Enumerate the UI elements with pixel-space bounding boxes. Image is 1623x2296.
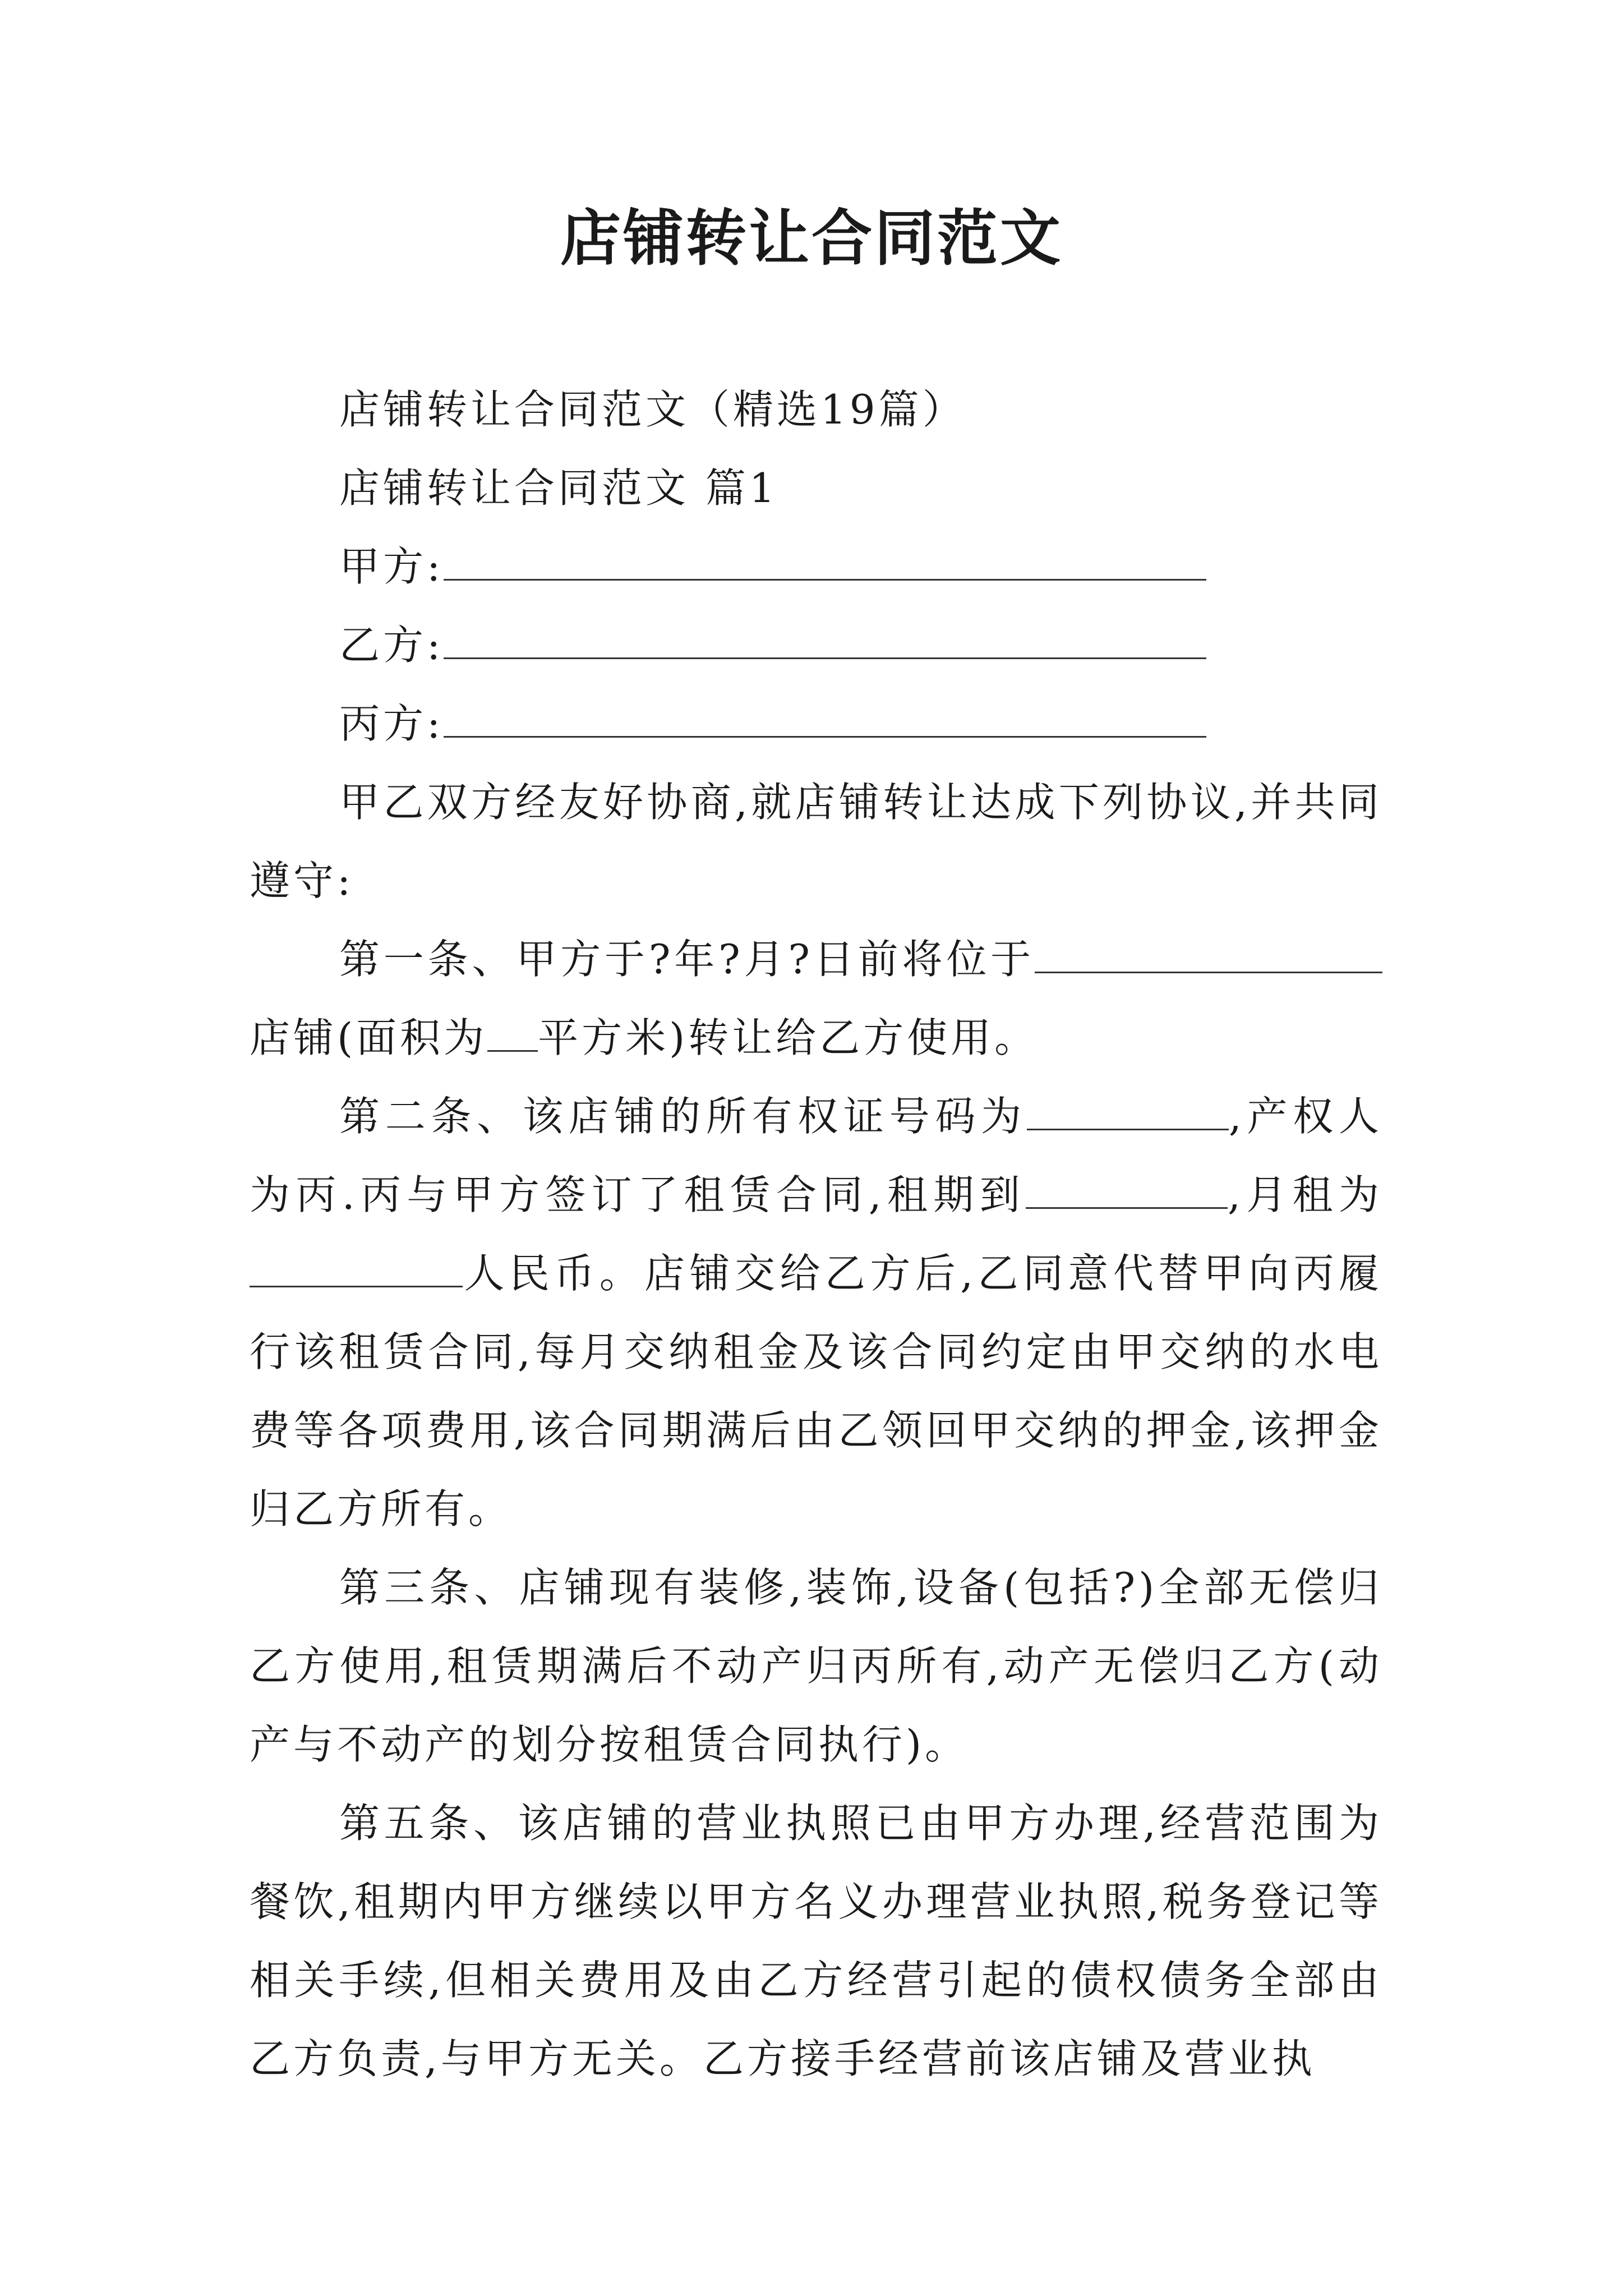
article-1-paragraph (250, 920, 1382, 1077)
party-yi-label: 乙方: (339, 622, 444, 669)
article-2-paragraph (250, 1077, 1382, 1548)
document-subtitle: 店铺转让合同范文（精选19篇） (339, 386, 966, 433)
party-bing-line (250, 684, 1382, 763)
address-blank (1035, 932, 1382, 973)
party-bing-blank (444, 687, 1206, 738)
lease-end-blank (1026, 1168, 1228, 1209)
certificate-number-blank (1027, 1089, 1229, 1130)
party-yi-blank (444, 608, 1206, 659)
monthly-rent-blank (250, 1246, 463, 1287)
article-1-text-b: 店铺(面积为 (250, 1014, 488, 1061)
section-heading: 店铺转让合同范文 篇1 (339, 464, 778, 512)
article-1-text-a: 第一条、甲方于?年?月?日前将位于 (339, 936, 1035, 983)
article-5-paragraph: 第五条、该店铺的营业执照已由甲方办理,经营范围为餐饮,租期内甲方继续以甲方名义办理营业执照,税务登记等相关手续,但相关费用及由乙方经营引起的债权债务全部由乙方负责,与甲方无关。乙方接手经营前该店铺及营业执 (250, 1800, 1382, 2082)
article-2-text-a: 第二条、该店铺的所有权证号码为 (339, 1093, 1027, 1140)
article-1-text-c: 平方米)转让给乙方使用。 (538, 1014, 1039, 1061)
party-jia-label: 甲方: (339, 543, 444, 590)
article-2-text-b: ,产权人为丙.丙与甲方签订了租赁合同,租期到 (250, 1093, 1382, 1218)
party-yi-line (250, 606, 1382, 684)
document-body (250, 370, 1382, 2098)
intro-paragraph: 甲乙双方经友好协商,就店铺转让达成下列协议,并共同遵守: (250, 779, 1382, 904)
party-jia-line (250, 527, 1382, 606)
area-blank (487, 1011, 538, 1052)
article-3-paragraph: 第三条、店铺现有装修,装饰,设备(包括?)全部无偿归乙方使用,租赁期满后不动产归丙所有,动产无偿归乙方(动产与不动产的划分按租赁合同执行)。 (250, 1564, 1382, 1768)
party-bing-label: 丙方: (339, 700, 444, 747)
article-2-text-d: 人民币。店铺交给乙方后,乙同意代替甲向丙履行该租赁合同,每月交纳租金及该合同约定由甲交纳的水电费等各项费用,该合同期满后由乙领回甲交纳的押金,该押金归乙方所有。 (250, 1250, 1382, 1533)
document-title: 店铺转让合同范文 (560, 203, 1063, 274)
party-jia-blank (444, 530, 1206, 581)
article-2-text-c: ,月租为 (1228, 1171, 1382, 1218)
